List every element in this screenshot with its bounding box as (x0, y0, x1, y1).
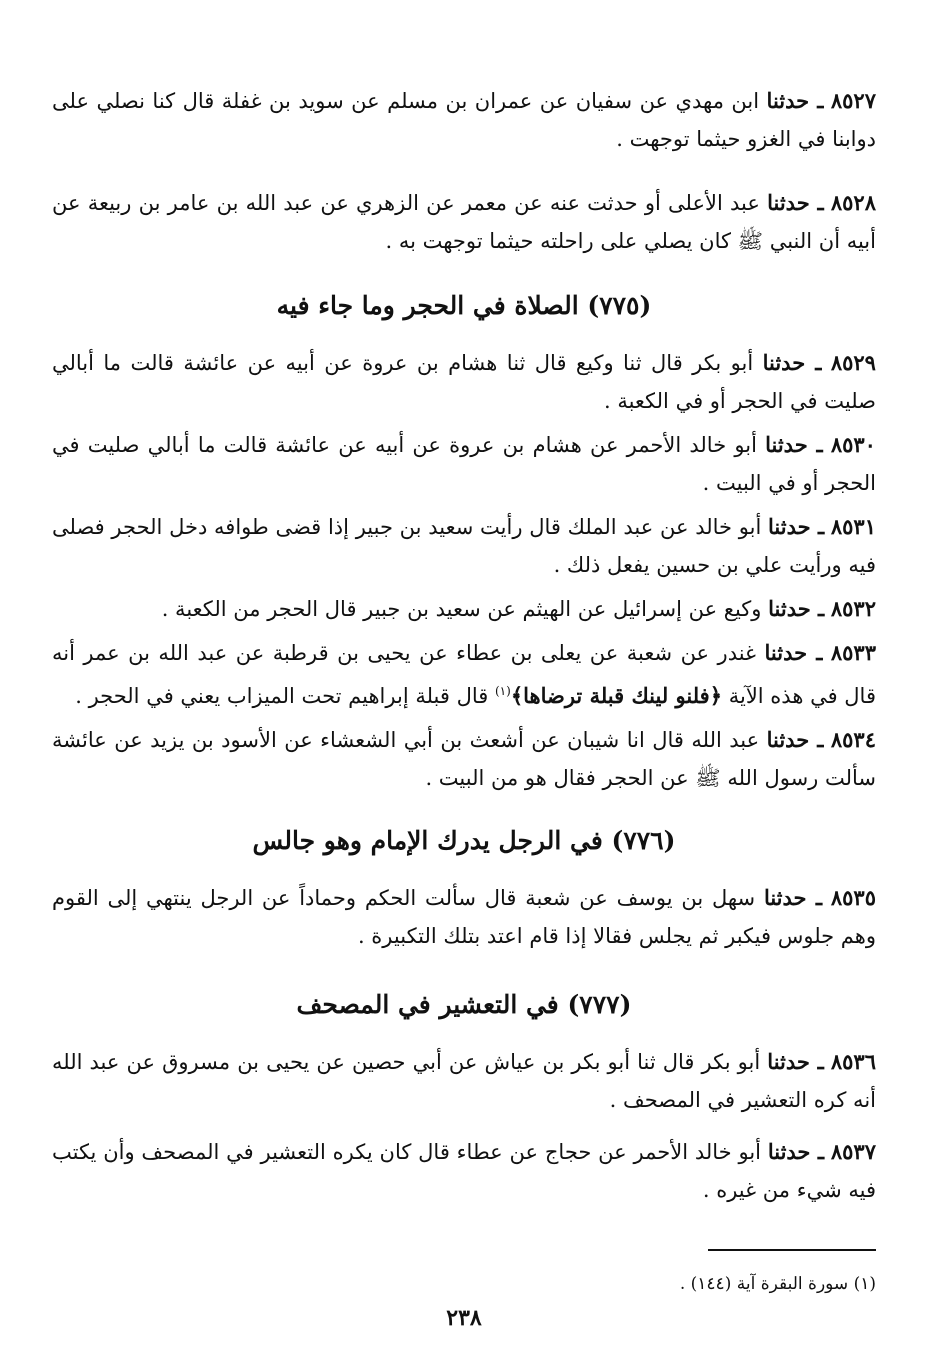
hadith-number: ٨٥٢٧ (830, 88, 876, 113)
hadith-8530 (52, 426, 876, 502)
hadith-text: وكيع عن إسرائيل عن الهيثم عن سعيد بن جبير قال الحجر من الكعبة . (161, 597, 762, 621)
hadith-number: ٨٥٣٦ (830, 1049, 876, 1074)
hadith-8534 (52, 721, 876, 797)
hadith-8535 (52, 879, 876, 955)
hadith-lead: ـ حدثنا (768, 596, 825, 621)
hadith-lead: ـ حدثنا (767, 1049, 824, 1074)
hadith-8529 (52, 344, 876, 420)
hadith-number: ٨٥٣٢ (830, 596, 876, 621)
footnote-divider (708, 1249, 876, 1251)
hadith-number: ٨٥٣٣ (830, 640, 876, 665)
hadith-8537 (52, 1133, 876, 1209)
hadith-text: سهل بن يوسف عن شعبة قال سألت الحكم وحماداً عن الرجل ينتهي إلى القوم وهم جلوس فيكبر ثم يجلس فقالا إذا قام اعتد بتلك التكبيرة . (52, 886, 876, 948)
hadith-text: أبو بكر قال ثنا أبو بكر بن عياش عن أبي حصين عن يحيى بن مسروق عن عبد الله أنه كره التعشير في المصحف . (52, 1050, 876, 1112)
hadith-number: ٨٥٣١ (830, 514, 876, 539)
hadith-text: غندر عن شعبة عن يعلى بن عطاء عن يحيى بن قرطبة عن عبد الله بن عمر أنه قال في هذه الآية (52, 641, 876, 708)
hadith-lead: ـ حدثنا (766, 727, 824, 752)
hadith-8532 (52, 590, 876, 628)
hadith-8536 (52, 1043, 876, 1119)
hadith-text: أبو خالد الأحمر عن هشام بن عروة عن أبيه عن عائشة قالت ما أبالي صليت في الحجر أو في البيت . (52, 433, 876, 495)
hadith-lead: ـ حدثنا (766, 88, 824, 113)
page-number: ٢٣٨ (446, 1305, 482, 1331)
hadith-8533 (52, 634, 876, 715)
hadith-number: ٨٥٢٩ (830, 350, 876, 375)
hadith-lead: ـ حدثنا (763, 885, 823, 910)
hadith-text: أبو خالد الأحمر عن حجاج عن عطاء قال كان يكره التعشير في المصحف وأن يكتب فيه شيء من غيره . (52, 1140, 876, 1202)
chapter-heading-777: (٧٧٧) في التعشير في المصحف (296, 990, 632, 1019)
footnote-marker[interactable]: (١) (494, 684, 511, 698)
hadith-lead: ـ حدثنا (768, 514, 825, 539)
hadith-text: أبو خالد عن عبد الملك قال رأيت سعيد بن جبير إذا قضى طوافه دخل الحجر فصلى فيه ورأيت علي بن حسين يفعل ذلك . (52, 515, 876, 577)
hadith-number: ٨٥٣٧ (830, 1139, 876, 1164)
hadith-text: ابن مهدي عن سفيان عن عمران بن مسلم عن سويد بن غفلة قال كنا نصلي على دوابنا في الغزو حيثما توجهت . (52, 89, 876, 151)
hadith-text: أبو بكر قال ثنا وكيع قال ثنا هشام بن عروة عن أبيه عن عائشة قالت ما أبالي صليت في الحجر أو في الكعبة . (52, 351, 876, 413)
quran-quote: ﴿فلنو لينك قبلة ترضاها﴾ (510, 683, 723, 708)
hadith-lead: ـ حدثنا (767, 190, 824, 215)
hadith-text: عبد الأعلى أو حدثت عنه عن معمر عن الزهري عن عبد الله بن عامر بن ربيعة عن أبيه أن النبي ﷺ كان يصلي على راحلته حيثما توجهت به . (52, 191, 876, 253)
chapter-heading-776: (٧٧٦) في الرجل يدرك الإمام وهو جالس (252, 826, 676, 855)
hadith-lead: ـ حدثنا (767, 1139, 825, 1164)
hadith-number: ٨٥٣٠ (830, 432, 876, 457)
footnote: (١) سورة البقرة آية (١٤٤) . (679, 1274, 876, 1294)
hadith-lead: ـ حدثنا (764, 640, 823, 665)
hadith-text-continued: قال قبلة إبراهيم تحت الميزاب يعني في الحجر . (75, 684, 489, 708)
hadith-8528 (52, 184, 876, 260)
hadith-lead: ـ حدثنا (762, 350, 822, 375)
hadith-8531 (52, 508, 876, 584)
hadith-lead: ـ حدثنا (765, 432, 823, 457)
hadith-number: ٨٥٢٨ (830, 190, 876, 215)
chapter-heading-775: (٧٧٥) الصلاة في الحجر وما جاء فيه (276, 291, 652, 320)
hadith-text: عبد الله قال انا شيبان عن أشعث بن أبي الشعشاء عن الأسود بن يزيد عن عائشة سألت رسول الله ﷺ عن الحجر فقال هو من البيت . (52, 728, 876, 790)
hadith-number: ٨٥٣٤ (830, 727, 876, 752)
hadith-8527 (52, 82, 876, 158)
hadith-number: ٨٥٣٥ (830, 885, 876, 910)
